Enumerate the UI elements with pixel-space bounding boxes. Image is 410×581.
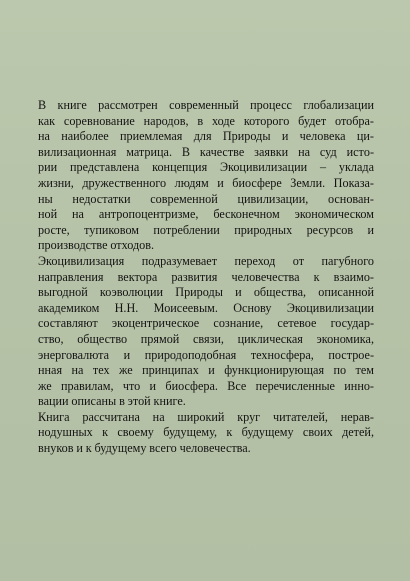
text-line: внуков и к будущему всего человечества.: [38, 441, 251, 456]
text-line: Книга рассчитана на широкий круг читателей, нерав-: [38, 409, 374, 424]
text-line: Экоцивилизация подразумевает переход от пагубного: [38, 253, 374, 268]
text-line: В книге рассмотрен современный процесс глобализации: [38, 98, 374, 112]
text-line: производстве отходов.: [38, 238, 155, 253]
text-line: академиком Н.Н. Моисеевым. Основу Экоцивилизации: [38, 300, 374, 315]
text-line: же правилам, что и биосфера. Все перечисленные инно-: [38, 378, 374, 393]
text-line: ство, общество прямой связи, цикличеcкая экономика,: [38, 331, 374, 346]
text-line: рии представлена концепция Экоцивилизации – уклада: [38, 160, 374, 175]
text-line: ной на антропоцентризме, бесконечном экономическом: [38, 207, 374, 222]
text-line: нная на тех же принципах и функционирующая по тем: [38, 363, 374, 378]
text-line: на наиболее приемлемая для Природы и человека ци-: [38, 129, 374, 144]
text-line: как соревнование народов, в ходе которого будет отобра-: [38, 113, 374, 128]
text-line: вилизационная матрица. В качестве заявки на суд истo-: [38, 144, 374, 159]
paragraph-intro: [38, 98, 374, 254]
text-line: энерговалюта и природоподобная техносфера, построе-: [38, 347, 374, 362]
text-line: жизни, дружественного людям и биосфере Земли. Показа-: [38, 175, 374, 190]
text-line: выгодной коэволюции Природы и общества, описанной: [38, 285, 374, 300]
paragraph-ecocivilization: [38, 254, 374, 410]
text-line: составляют экоцентрическое сознание, сетевое государ-: [38, 316, 374, 331]
paragraph-audience: [38, 410, 374, 457]
text-line: ны недостатки современной цивилизации, основан-: [38, 191, 374, 206]
text-line: вации описаны в этой книге.: [38, 394, 186, 409]
text-line: направления вектора развития человечества к взаимо-: [38, 269, 374, 284]
annotation-text: [38, 98, 374, 457]
text-line: нодушных к своему будущему, к будущему своих детей,: [38, 425, 374, 440]
text-line: росте, тупиковом потреблении природных ресурсов и: [38, 222, 374, 237]
